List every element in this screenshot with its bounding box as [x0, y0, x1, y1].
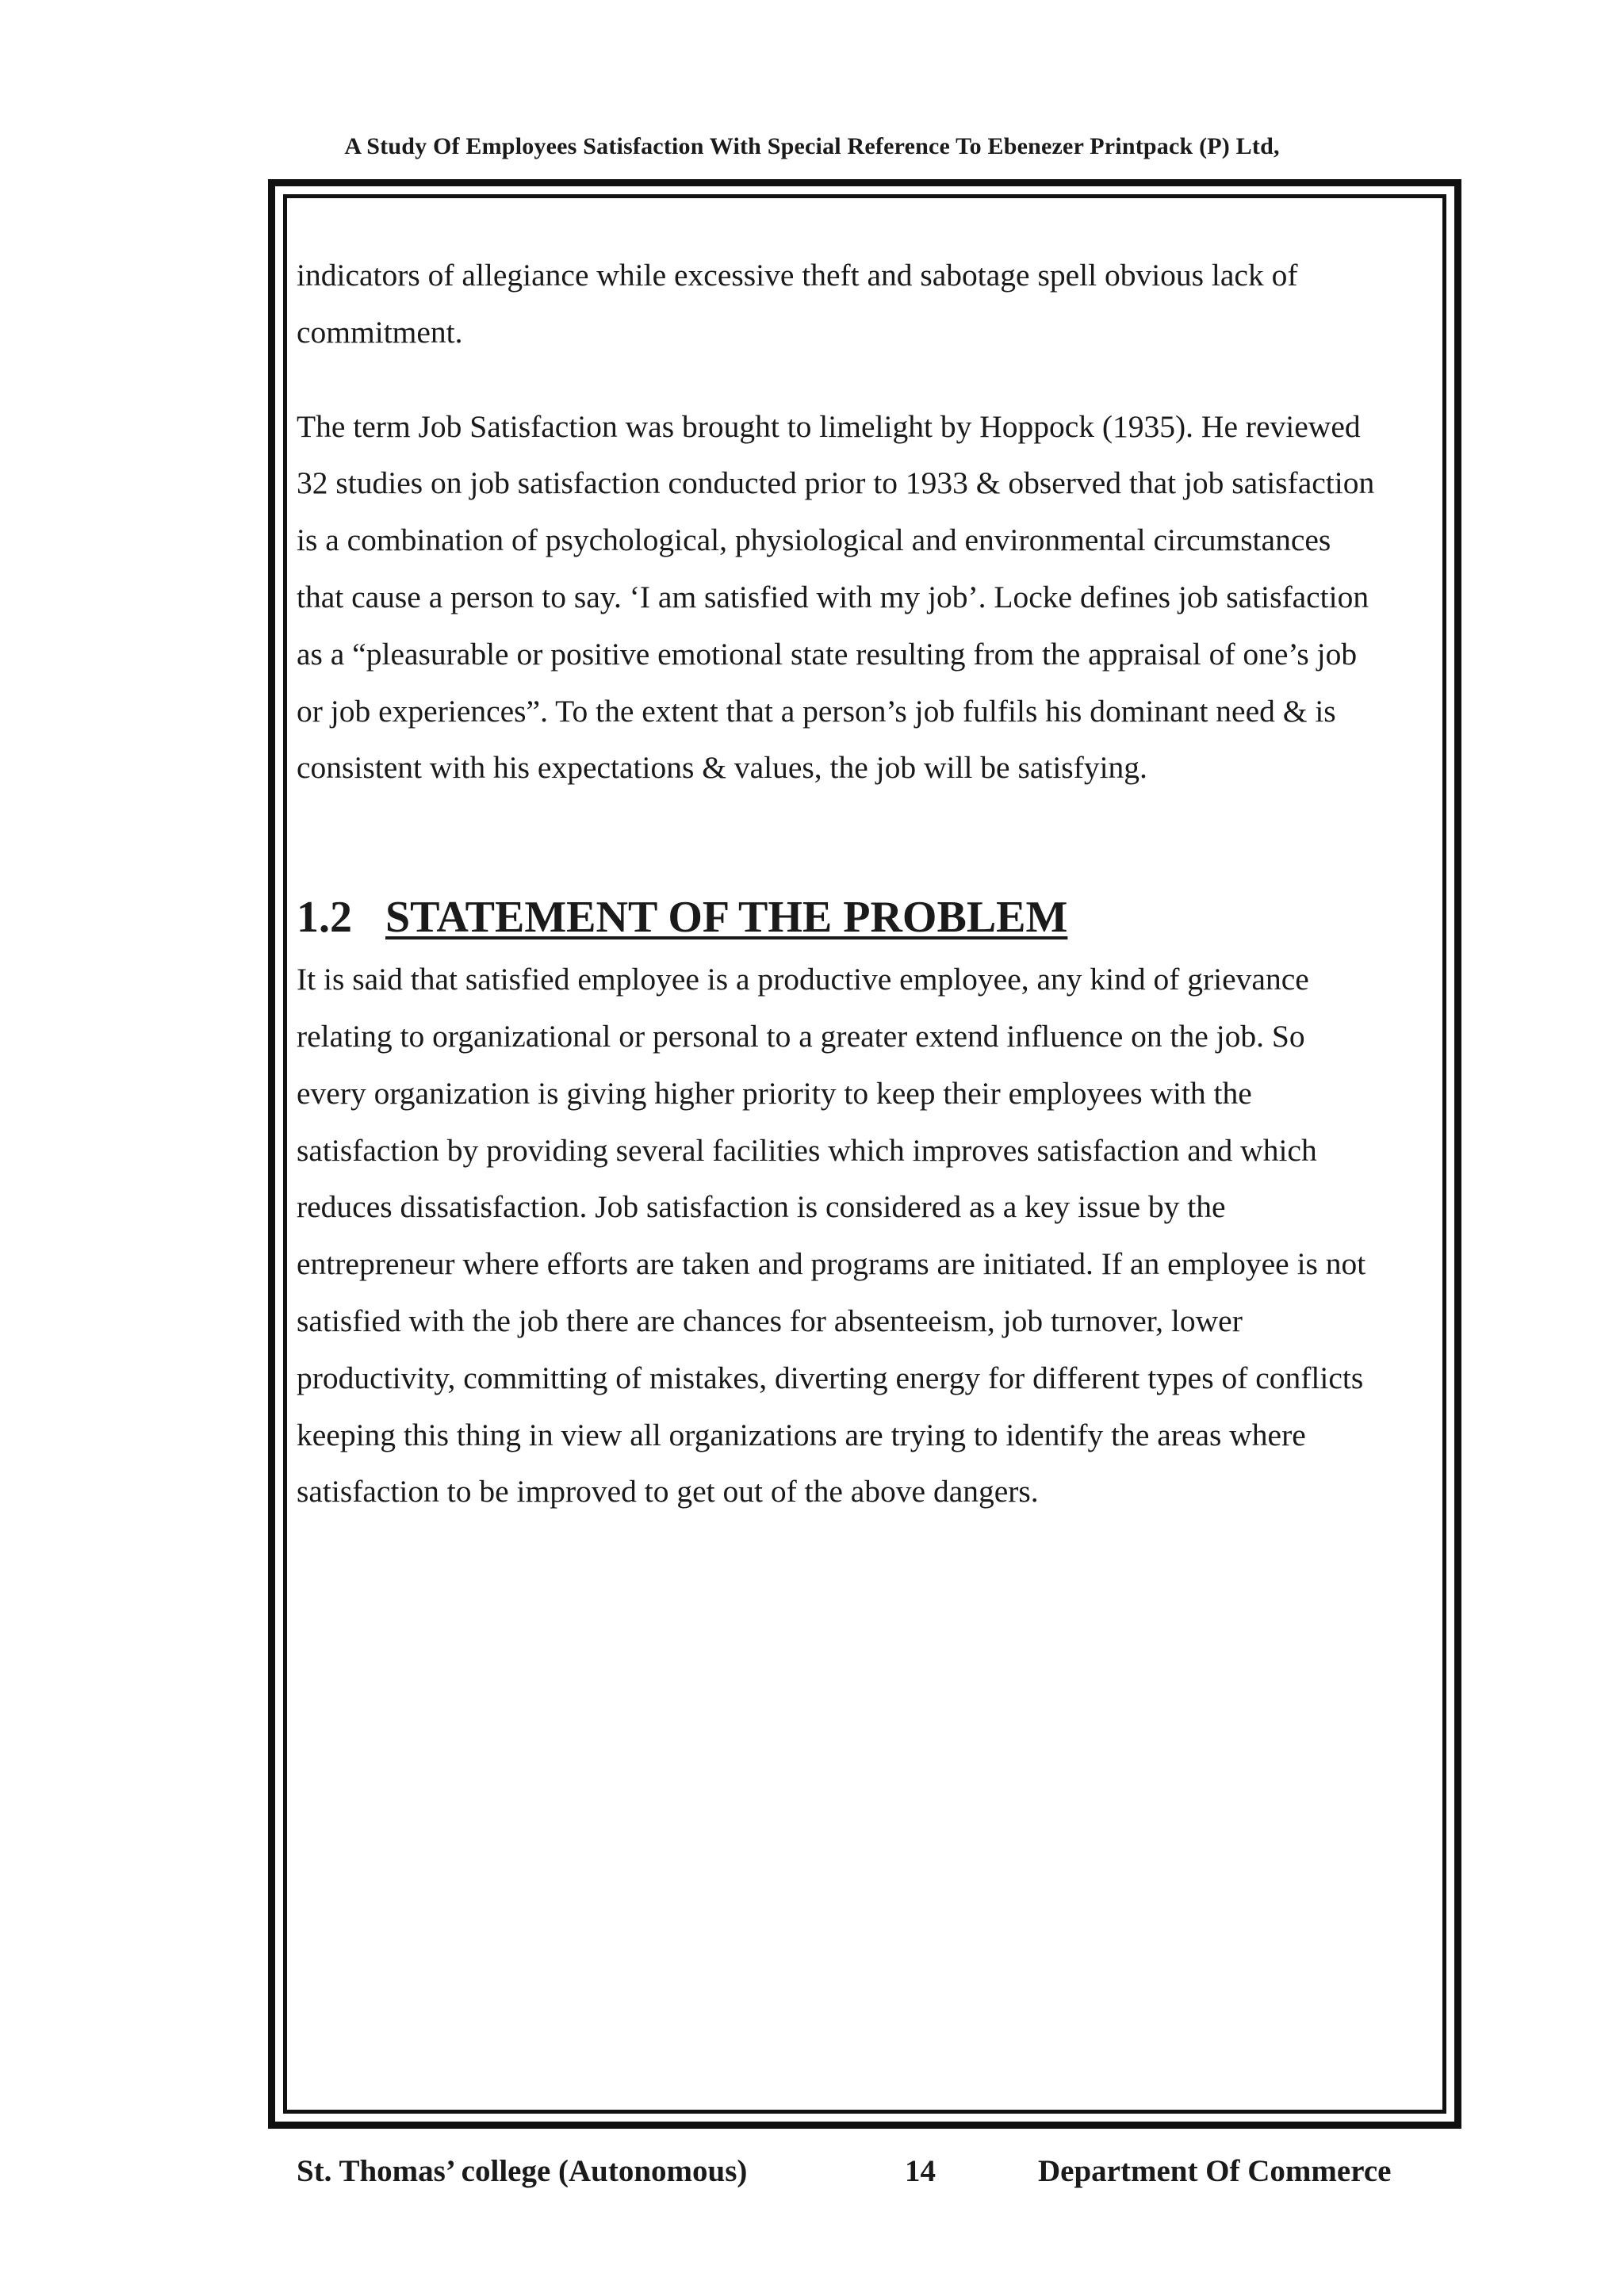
text-line: satisfied with the job there are chances for absenteeism, job turnover, lower [297, 1303, 1243, 1338]
text-line: that cause a person to say. ‘I am satisfied with my job’. Locke defines job satisfaction [297, 579, 1369, 614]
text-line: consistent with his expectations & values, the job will be satisfying. [297, 750, 1147, 786]
section-number: 1.2 [297, 893, 352, 943]
text-line: 32 studies on job satisfaction conducted prior to 1933 & observed that job satisfaction [297, 465, 1375, 501]
footer-department: Department Of Commerce [1038, 2154, 1392, 2188]
text-line: satisfaction by providing several facilities which improves satisfaction and which [297, 1132, 1317, 1168]
text-line: indicators of allegiance while excessive theft and sabotage spell obvious lack of [297, 258, 1298, 293]
footer-college: St. Thomas’ college (Autonomous) [297, 2154, 748, 2188]
text-line: entrepreneur where efforts are taken and programs are initiated. If an employee is not [297, 1246, 1366, 1282]
text-line: is a combination of psychological, physiological and environmental circumstances [297, 522, 1331, 558]
text-line: It is said that satisfied employee is a productive employee, any kind of grievance [297, 962, 1309, 997]
problem-statement-paragraph [297, 951, 1438, 1521]
page-content [297, 247, 1438, 1521]
text-line: or job experiences”. To the extent that a person’s job fulfils his dominant need & is [297, 693, 1336, 729]
text-line: as a “pleasurable or positive emotional state resulting from the appraisal of one’s job [297, 636, 1358, 672]
running-header: A Study Of Employees Satisfaction With Special Reference To Ebenezer Printpack (P) Ltd, [344, 133, 1280, 159]
text-line: every organization is giving higher priority to keep their employees with the [297, 1075, 1252, 1111]
text-line: satisfaction to be improved to get out of the above dangers. [297, 1474, 1039, 1510]
text-line: productivity, committing of mistakes, diverting energy for different types of conflicts [297, 1360, 1364, 1395]
text-line: relating to organizational or personal to a greater extend influence on the job. So [297, 1018, 1305, 1054]
text-line: The term Job Satisfaction was brought to limelight by Hoppock (1935). He reviewed [297, 408, 1361, 444]
text-line: keeping this thing in view all organizations are trying to identify the areas where [297, 1417, 1306, 1452]
job-satisfaction-paragraph [297, 399, 1438, 798]
page-footer [297, 2153, 1438, 2193]
intro-paragraph [297, 247, 1438, 362]
section-title: STATEMENT OF THE PROBLEM [385, 893, 1068, 943]
section-heading [297, 890, 1438, 945]
page-number: 14 [905, 2154, 936, 2188]
text-line: commitment. [297, 314, 463, 350]
text-line: reduces dissatisfaction. Job satisfaction is considered as a key issue by the [297, 1189, 1226, 1225]
